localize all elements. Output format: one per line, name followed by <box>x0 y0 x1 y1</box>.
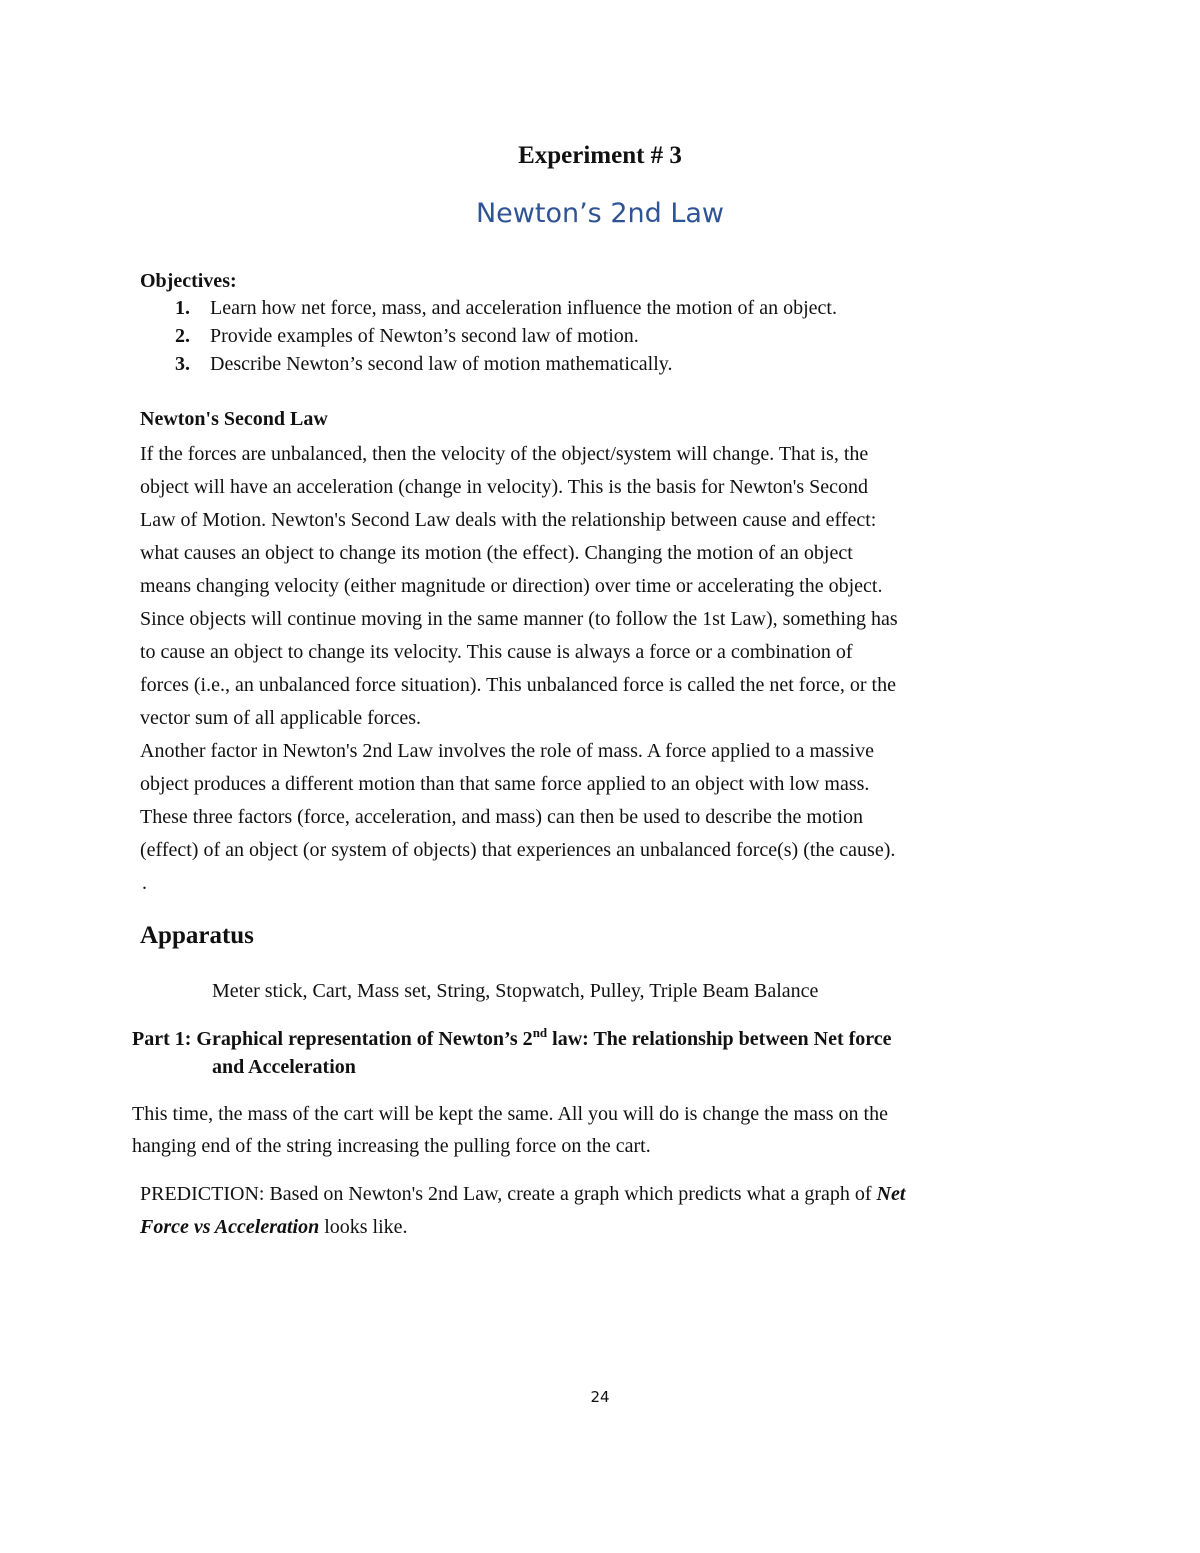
page-number: 24 <box>590 1388 610 1406</box>
paragraph-line: means changing velocity (either magnitude or direction) over time or accelerating the object. <box>140 575 883 597</box>
part1-heading-superscript: nd <box>532 1025 548 1040</box>
list-item-number: 3. <box>175 353 190 375</box>
paragraph-line <box>140 1178 1060 1211</box>
paragraph-line: to cause an object to change its velocity. This cause is always a force or a combination of <box>140 641 853 663</box>
list-item <box>175 350 837 378</box>
list-item-number: 1. <box>175 297 190 319</box>
part1-heading-line2: and Acceleration <box>212 1056 356 1078</box>
second-law-heading: Newton's Second Law <box>140 408 328 430</box>
prediction-emphasis: Force vs Acceleration <box>140 1216 320 1238</box>
paragraph-line: Since objects will continue moving in the same manner (to follow the 1st Law), something has <box>140 608 898 630</box>
objectives-list <box>175 294 837 378</box>
objectives-heading: Objectives: <box>140 270 237 292</box>
list-item <box>175 322 837 350</box>
apparatus-heading: Apparatus <box>140 922 254 949</box>
paragraph-line: object will have an acceleration (change in velocity). This is the basis for Newton's Second <box>140 476 869 498</box>
paragraph-line: Another factor in Newton's 2nd Law involves the role of mass. A force applied to a massive <box>140 740 874 762</box>
list-item-text: Describe Newton’s second law of motion mathematically. <box>210 353 673 375</box>
part1-heading-prefix: Part 1: Graphical representation of Newton’s 2 <box>132 1028 533 1050</box>
list-item-text: Learn how net force, mass, and acceleration influence the motion of an object. <box>210 297 837 319</box>
paragraph-line: vector sum of all applicable forces. <box>140 707 421 729</box>
paragraph-line: hanging end of the string increasing the pulling force on the cart. <box>132 1135 651 1157</box>
apparatus-items: Meter stick, Cart, Mass set, String, Stopwatch, Pulley, Triple Beam Balance <box>212 980 819 1002</box>
trailing-mark: . <box>142 872 147 894</box>
document-subtitle: Newton’s 2nd Law <box>475 198 725 229</box>
paragraph-line: This time, the mass of the cart will be kept the same. All you will do is change the mass on the <box>132 1103 888 1125</box>
paragraph-line: object produces a different motion than that same force applied to an object with low mass. <box>140 773 870 795</box>
experiment-title: Experiment # 3 <box>518 142 682 169</box>
part1-paragraph <box>132 1098 1052 1162</box>
part1-heading-suffix: law: The relationship between Net force <box>547 1028 892 1050</box>
list-item-text: Provide examples of Newton’s second law of motion. <box>210 325 639 347</box>
second-law-paragraph <box>140 438 1060 867</box>
paragraph-line <box>140 1211 1060 1244</box>
paragraph-line: forces (i.e., an unbalanced force situation). This unbalanced force is called the net force, or the <box>140 674 896 696</box>
part1-heading <box>132 1025 1062 1081</box>
prediction-emphasis: Net <box>876 1183 906 1205</box>
paragraph-line: what causes an object to change its motion (the effect). Changing the motion of an object <box>140 542 853 564</box>
paragraph-line: Law of Motion. Newton's Second Law deals with the relationship between cause and effect: <box>140 509 877 531</box>
list-item-number: 2. <box>175 325 190 347</box>
prediction-text: PREDICTION: Based on Newton's 2nd Law, create a graph which predicts what a graph of <box>140 1183 877 1205</box>
paragraph-line: These three factors (force, acceleration, and mass) can then be used to describe the motion <box>140 806 864 828</box>
paragraph-line: (effect) of an object (or system of objects) that experiences an unbalanced force(s) (the cause). <box>140 839 896 861</box>
prediction-text: looks like. <box>319 1216 408 1238</box>
paragraph-line: If the forces are unbalanced, then the velocity of the object/system will change. That is, the <box>140 443 869 465</box>
list-item <box>175 294 837 322</box>
prediction-paragraph <box>140 1178 1060 1244</box>
